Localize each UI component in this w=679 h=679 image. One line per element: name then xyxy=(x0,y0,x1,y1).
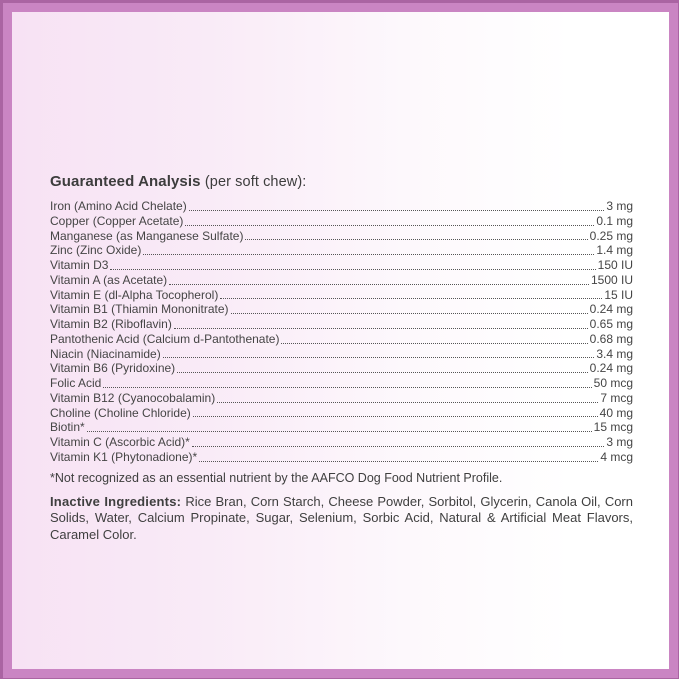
nutrient-value: 0.25 mg xyxy=(589,228,633,243)
nutrient-value: 150 IU xyxy=(597,258,633,272)
nutrient-row xyxy=(50,361,633,376)
nutrient-list xyxy=(50,199,633,465)
dotted-leader xyxy=(110,269,595,270)
dotted-leader xyxy=(143,254,594,255)
nutrient-value: 15 IU xyxy=(604,287,633,302)
heading-title: Guaranteed Analysis xyxy=(50,173,201,190)
nutrient-name: Folic Acid xyxy=(50,376,102,390)
dotted-leader xyxy=(281,343,587,344)
dotted-leader xyxy=(189,210,605,211)
dotted-leader xyxy=(231,313,588,314)
nutrient-value: 50 mcg xyxy=(593,376,633,390)
dotted-leader xyxy=(103,387,591,388)
nutrient-row xyxy=(50,406,633,421)
nutrient-name: Zinc (Zinc Oxide) xyxy=(50,243,142,258)
nutrient-row xyxy=(50,199,633,214)
nutrient-value: 4 mcg xyxy=(600,449,633,464)
nutrient-value: 3 mg xyxy=(606,435,633,449)
dotted-leader xyxy=(177,372,587,373)
nutrient-value: 0.24 mg xyxy=(589,361,633,376)
nutrient-value: 0.65 mg xyxy=(589,317,633,331)
dotted-leader xyxy=(245,239,587,240)
dotted-leader xyxy=(220,298,602,299)
nutrient-row xyxy=(50,243,633,258)
inactive-ingredients-label: Inactive Ingredients: xyxy=(50,493,182,509)
dotted-leader xyxy=(199,461,598,462)
inactive-ingredients xyxy=(50,494,633,544)
nutrient-name: Pantothenic Acid (Calcium d-Pantothenate) xyxy=(50,331,280,346)
dotted-leader xyxy=(192,446,604,447)
nutrient-row xyxy=(50,450,633,465)
nutrient-value: 1500 IU xyxy=(590,272,633,287)
nutrient-row xyxy=(50,302,633,317)
inactive-ingredients-text: Rice Bran, Corn Starch, Cheese Powder, Sorbitol, Glycerin, Canola Oil, Corn Solids, Water, Calcium Propinate, Sugar, Selenium, Sorbic Acid, Natural & Artificial Meat Flavors, Caramel Color. xyxy=(50,493,633,542)
dotted-leader xyxy=(193,416,598,417)
nutrient-name: Vitamin E (dl-Alpha Tocopherol) xyxy=(50,287,219,302)
nutrient-name: Vitamin B1 (Thiamin Mononitrate) xyxy=(50,302,229,317)
nutrient-value: 3 mg xyxy=(606,199,633,213)
heading-suffix: (per soft chew): xyxy=(204,174,307,190)
nutrient-name: Vitamin C (Ascorbic Acid)* xyxy=(50,435,190,449)
nutrient-name: Vitamin B12 (Cyanocobalamin) xyxy=(50,390,216,405)
nutrient-row xyxy=(50,332,633,347)
nutrient-row xyxy=(50,347,633,362)
nutrient-value: 3.4 mg xyxy=(596,346,633,361)
nutrient-name: Biotin* xyxy=(50,420,85,435)
nutrient-row xyxy=(50,229,633,244)
nutrient-name: Vitamin K1 (Phytonadione)* xyxy=(50,449,198,464)
dotted-leader xyxy=(217,402,598,403)
aafco-footnote: *Not recognized as an essential nutrient by the AAFCO Dog Food Nutrient Profile. xyxy=(50,470,503,485)
nutrient-row xyxy=(50,288,633,303)
section-heading xyxy=(50,173,633,190)
nutrient-name: Manganese (as Manganese Sulfate) xyxy=(50,228,244,243)
nutrient-value: 0.1 mg xyxy=(596,213,633,228)
nutrient-row xyxy=(50,258,633,273)
dotted-leader xyxy=(163,357,595,358)
nutrient-name: Vitamin A (as Acetate) xyxy=(50,272,168,287)
dotted-leader xyxy=(87,431,592,432)
nutrient-name: Vitamin D3 xyxy=(50,258,109,272)
nutrient-value: 40 mg xyxy=(599,405,633,420)
nutrient-name: Choline (Choline Chloride) xyxy=(50,405,191,420)
nutrient-name: Iron (Amino Acid Chelate) xyxy=(50,199,187,213)
nutrient-row xyxy=(50,391,633,406)
nutrient-row xyxy=(50,435,633,450)
guaranteed-analysis-panel xyxy=(50,173,633,543)
nutrient-name: Vitamin B6 (Pyridoxine) xyxy=(50,361,176,376)
dotted-leader xyxy=(169,284,589,285)
nutrient-value: 7 mcg xyxy=(600,390,633,405)
dotted-leader xyxy=(174,328,588,329)
nutrient-row xyxy=(50,376,633,391)
nutrient-value: 0.68 mg xyxy=(589,331,633,346)
nutrient-value: 15 mcg xyxy=(593,420,633,435)
nutrient-row xyxy=(50,420,633,435)
nutrient-value: 0.24 mg xyxy=(589,302,633,317)
nutrient-name: Vitamin B2 (Riboflavin) xyxy=(50,317,172,331)
nutrient-row xyxy=(50,214,633,229)
nutrient-name: Niacin (Niacinamide) xyxy=(50,346,161,361)
dotted-leader xyxy=(185,225,594,226)
nutrient-row xyxy=(50,317,633,332)
pink-frame xyxy=(3,3,678,678)
nutrient-row xyxy=(50,273,633,288)
nutrient-name: Copper (Copper Acetate) xyxy=(50,213,184,228)
nutrient-value: 1.4 mg xyxy=(596,243,633,258)
